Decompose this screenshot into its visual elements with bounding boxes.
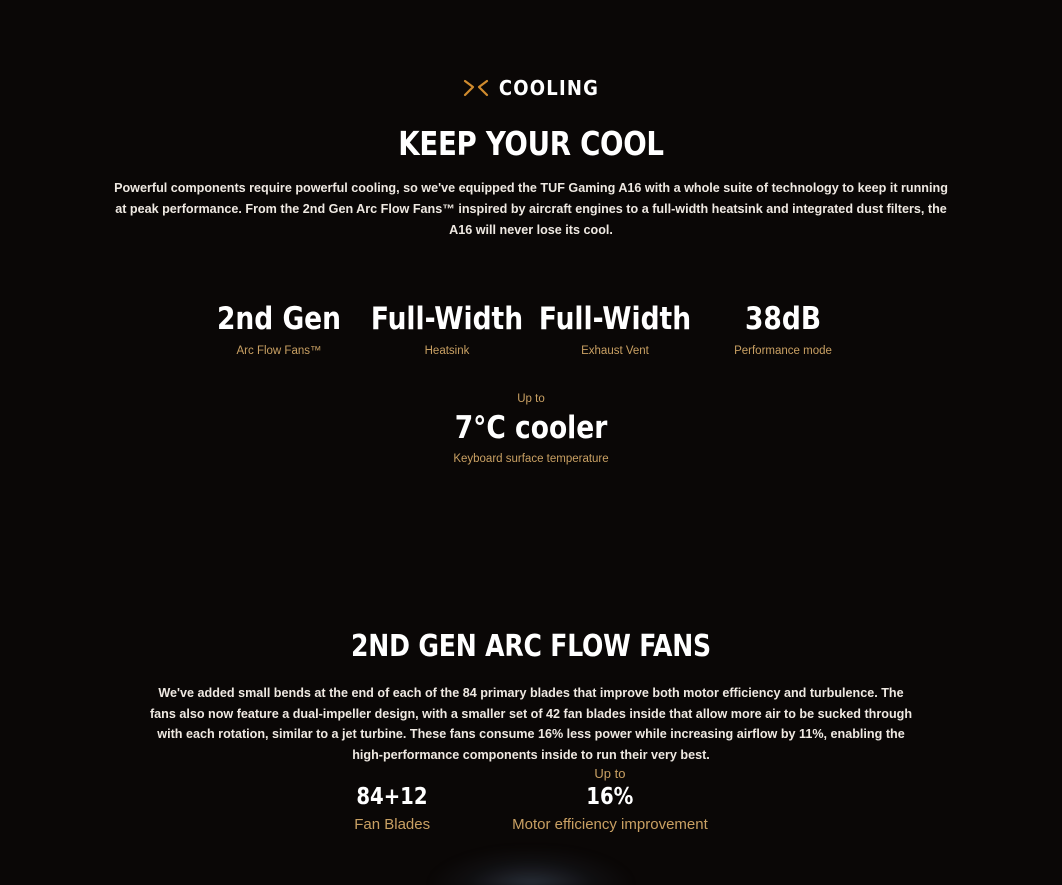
stat-label: Heatsink — [424, 345, 470, 357]
stat-item — [195, 300, 363, 359]
arc-flow-fan-icon — [463, 78, 489, 98]
section-eyebrow — [0, 78, 1062, 98]
stat-item — [699, 300, 867, 359]
stat-value: 84+12 — [356, 784, 428, 810]
stat-item — [354, 783, 430, 835]
stat-item — [512, 765, 708, 835]
stat-prefix: Up to — [594, 766, 626, 781]
page-title: KEEP YOUR COOL — [398, 124, 664, 163]
intro-paragraph: Powerful components require powerful cooling, so we've equipped the TUF Gaming A16 with a whole suite of technology to keep it running at peak performance. From the 2nd Gen Arc Flow Fans™ inspired by aircraft engines to a full-width heatsink and integrated dust filters, the A16 will never lose its cool. — [114, 181, 948, 237]
center-stat-value: 7°C cooler — [454, 410, 608, 446]
center-stat — [0, 391, 1062, 467]
stat-value: 2nd Gen — [216, 301, 342, 337]
stat-label: Motor efficiency improvement — [512, 816, 708, 833]
stat-value: Full-Width — [370, 301, 524, 337]
stat-value: 38dB — [744, 301, 822, 337]
stat-label: Performance mode — [734, 345, 832, 357]
center-stat-label: Keyboard surface temperature — [453, 453, 609, 465]
stat-value: Full-Width — [538, 301, 692, 337]
eyebrow-label: COOLING — [498, 76, 600, 100]
stat-label: Arc Flow Fans™ — [236, 345, 322, 357]
product-glow — [431, 848, 631, 885]
stat-item — [531, 300, 699, 359]
section2-paragraph: We've added small bends at the end of each of the 84 primary blades that improve both motor efficiency and turbulence. The fans also now feature a dual-impeller design, with a smaller set of 42 fan blades inside that allow more air to be sucked through with each rotation, similar to a jet turbine. These fans consume 16% less power while increasing airflow by 11%, enabling the high-performance components inside to run their very best. — [149, 686, 913, 762]
stat-value: 16% — [586, 784, 634, 810]
center-stat-prefix: Up to — [517, 393, 545, 405]
section2-title: 2ND GEN ARC FLOW FANS — [351, 629, 711, 664]
stat-label: Exhaust Vent — [581, 345, 649, 357]
fan-stats-row — [0, 765, 1062, 835]
cooling-stats-row — [0, 300, 1062, 359]
stat-label: Fan Blades — [354, 816, 431, 833]
stat-item — [363, 300, 531, 359]
